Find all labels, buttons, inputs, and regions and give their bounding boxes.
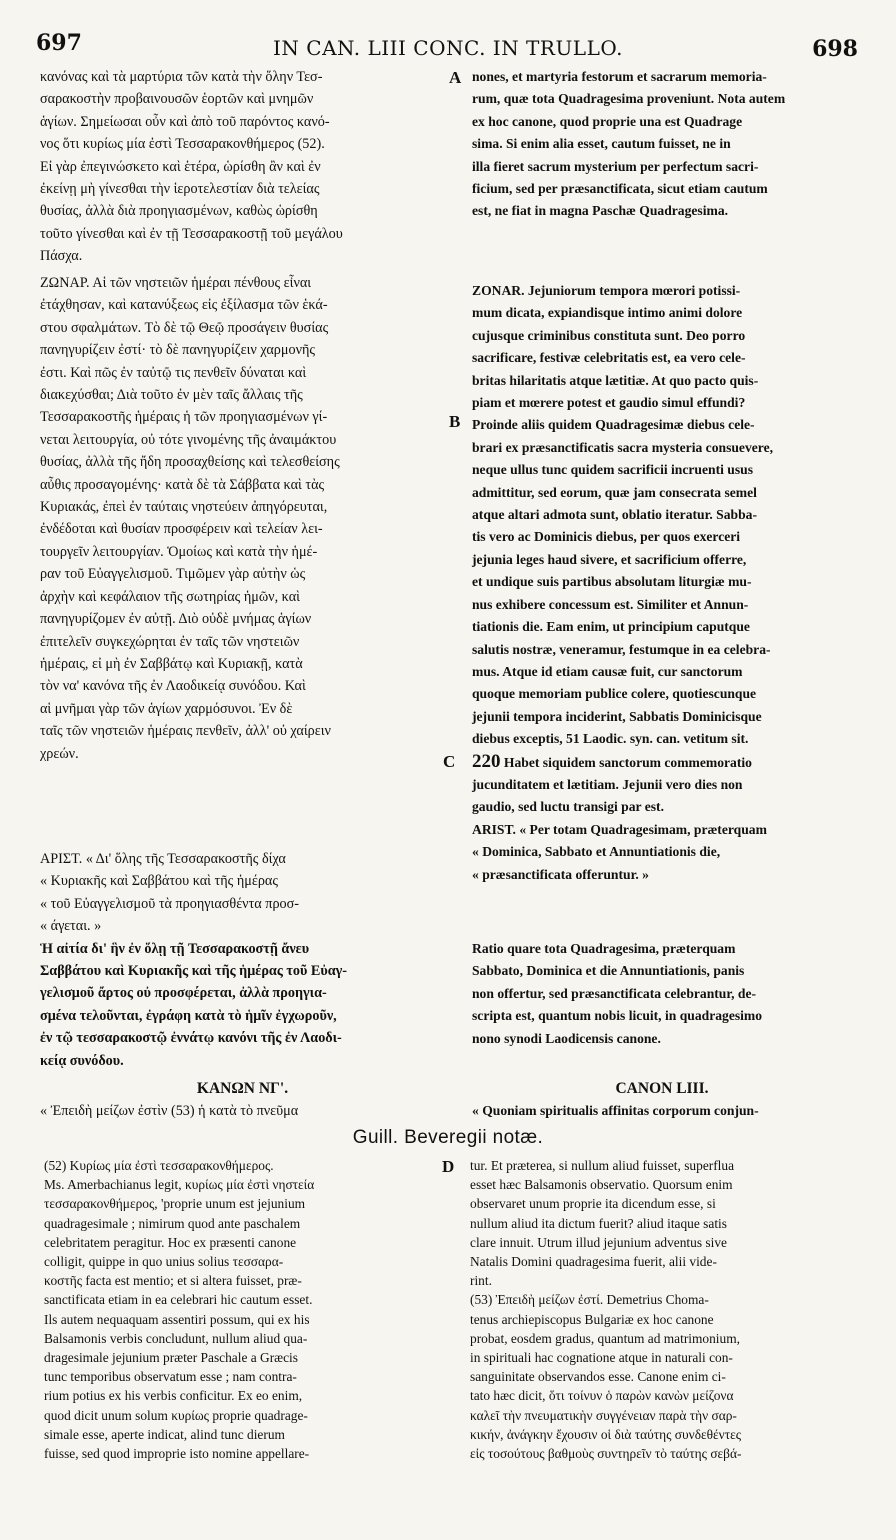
note-line: rium potius ex his verbis conficitur. Ex eo enim,	[44, 1388, 303, 1404]
note-line: fuisse, sed quod improprie isto nomine appellare-	[44, 1446, 310, 1462]
text-line: scripta est, quantum nobis licuit, in quadragesimo	[472, 1008, 763, 1024]
greek-zonar-block	[40, 272, 445, 765]
text-line: nus exhibere concessum est. Similiter et Annun-	[472, 596, 749, 612]
text-line: nones, et martyria festorum et sacrarum memoria-	[472, 69, 767, 84]
notes-left-column	[44, 1156, 439, 1463]
text-line: jucunditatem et lætitiam. Jejunii vero dies non	[472, 776, 743, 792]
column-number: 220	[472, 750, 501, 772]
text-line: νεται λειτουργία, οὐ τότε γινομένης τῆς ἀναιμάκτου	[40, 431, 337, 448]
note-line: sanguinitate observandos esse. Canone enim ci-	[470, 1369, 726, 1385]
note-line: quadragesimale ; nimirum quod ante paschalem	[44, 1215, 301, 1231]
note-line: καλεῖ τὴν πνευματικὴν συγγένειαν παρὰ τὴν σαρ-	[470, 1407, 737, 1423]
text-line: tis vero ac Dominicis diebus, per quos exerceri	[472, 529, 741, 545]
text-line: ARIST. « Per totam Quadragesimam, præterquam	[472, 821, 767, 837]
text-line: « Dominica, Sabbato et Annuntiationis die,	[472, 844, 721, 860]
note-line: (52) Κυρίως μία ἐστὶ τεσσαρακονθήμερος.	[44, 1158, 274, 1173]
text-line: ἐστι. Καὶ πῶς ἐν ταὐτῷ τις πενθεῖν δύναται καὶ	[40, 364, 307, 381]
text-line: ficium, sed per præsanctificata, sicut etiam cautum	[472, 181, 768, 197]
text-line: non offertur, sed præsanctificata celebrantur, de-	[472, 985, 757, 1001]
note-line: Natalis Domini quadragesima fuerit, alii vide-	[470, 1254, 717, 1270]
note-line: in spirituali hac cognatione atque in naturali con-	[470, 1350, 733, 1366]
notes-heading: Guill. Beveregii notæ.	[352, 1127, 544, 1148]
text-line: κανόνας καὶ τὰ μαρτύρια τῶν κατὰ τὴν ὅλην Τεσ-	[40, 69, 323, 85]
greek-canon-block	[40, 1078, 445, 1123]
text-line: θυσίας, ἀλλὰ τῆς ἤδη προσαχθείσης καὶ τελεσθείσης	[40, 454, 340, 471]
text-line: est, ne fiat in magna Paschæ Quadragesima.	[472, 203, 729, 219]
text-line: διακεχύσθαι; Διὰ τοῦτο ἐν μὲν ταῖς ἄλλαις τῆς	[40, 387, 303, 404]
text-line: mus. Atque id etiam causæ fuit, cur sanctorum	[472, 663, 743, 679]
text-line: Σαββάτου καὶ Κυριακῆς καὶ τῆς ἡμέρας τοῦ Εὐαγ-	[40, 963, 348, 980]
text-line: admittitur, sed eorum, quæ jam consecrata semel	[472, 484, 757, 500]
text-line: « Ἐπειδὴ μείζων ἐστὶν (53) ἡ κατὰ τὸ πνεῦμα	[40, 1103, 299, 1120]
note-line: tunc temporibus observatum esse ; nam contra-	[44, 1369, 297, 1385]
text-line: tiationis die. Eam enim, ut principium caputque	[472, 619, 750, 635]
text-line: ἡμέραις, εἰ μὴ ἐν Σαββάτῳ καὶ Κυριακῇ, κατὰ	[40, 655, 303, 672]
text-line: σμένα τελοῦνται, ἐγράφη κατὰ τὸ ἡμῖν ἐγχωροῦν,	[40, 1007, 337, 1024]
text-line: ἀρχὴν καὶ κεφάλαιον τῆς σωτηρίας ἡμῶν, καὶ	[40, 588, 300, 605]
latin-zonar-block	[472, 280, 852, 886]
note-line: celebritatem peragitur. Hoc ex præsenti canone	[44, 1234, 297, 1250]
note-line: nullum aliud ita dictum fuerit? aliud itaque satis	[470, 1215, 727, 1231]
page-number-right: 698	[812, 36, 858, 62]
text-line: piam et mœrere potest et gaudio simul effundi?	[472, 395, 746, 411]
margin-marker-a: A	[449, 68, 462, 87]
text-line: sacrificare, festivæ celebritatis est, ea vero cele-	[472, 350, 746, 366]
canon-heading-greek: ΚΑΝΩΝ ΝΓ'.	[196, 1080, 289, 1097]
note-line: Balsamonis verbis concludunt, nullum aliud qua-	[44, 1330, 308, 1346]
greek-top-block	[40, 66, 445, 268]
text-line: αἱ μνῆμαι γὰρ τῶν ἁγίων χαρμόσυνοι. Ἐν δὲ	[40, 700, 293, 717]
text-line: Proinde aliis quidem Quadragesimæ diebus cele-	[472, 417, 755, 433]
note-line: κικήν, ἀνάγκην ἔχουσιν οἱ διὰ ταύτης συνδεθέντες	[470, 1426, 742, 1442]
text-line: « άγεται. »	[40, 918, 102, 935]
text-line: Ἡ αἰτία δι' ἣν ἐν ὅλῃ τῇ Τεσσαρακοστῇ ἄνευ	[40, 940, 310, 957]
text-line: ἐν τῷ τεσσαρακοστῷ ἐννάτῳ κανόνι τῆς ἐν Λαοδι-	[40, 1030, 342, 1047]
text-line: ἐκείνῃ μὴ γίνεσθαι τὴν ἱεροτελεστίαν διὰ τελείας	[40, 181, 320, 198]
text-line: στου σφαλμάτων. Τὸ δὲ τῷ Θεῷ προσάγειν θυσίας	[40, 319, 329, 336]
note-line: colligit, quippe in quo unius solius τεσσαρα-	[44, 1254, 284, 1270]
text-line: θυσίας, ἀλλὰ διὰ προηγιασμένων, καθὼς ὡρίσθη	[40, 203, 318, 220]
text-line: cujusque criminibus constituta sunt. Deo porro	[472, 327, 746, 343]
text-line: κείᾳ συνόδου.	[40, 1052, 124, 1069]
text-line: jejunia leges haud sivere, et sacrificium offerre,	[472, 551, 747, 567]
text-line: ἐπιτελεῖν συγκεχώρηται ἐν ταῖς τῶν νηστειῶν	[40, 633, 300, 650]
text-line: ZONAR. Jejuniorum tempora mœrori potissi-	[472, 283, 741, 298]
text-line: τοῦτο γίνεσθαι καὶ ἐν τῇ Τεσσαρακοστῇ τοῦ μεγάλου	[40, 225, 343, 242]
text-line: quoque memoriam publice colere, quotiescunque	[472, 686, 757, 702]
text-line: nono synodi Laodicensis canone.	[472, 1030, 661, 1046]
text-line: ἁγίων. Σημείωσαι οὖν καὶ ἀπὸ τοῦ παρόντος κανό-	[40, 113, 330, 130]
text-line: mum dicata, expiandisque intimo animi dolore	[472, 305, 743, 321]
text-line: ἐνδέδοται καὶ θυσίαν προσφέρειν καὶ τελείαν λει-	[40, 521, 323, 538]
text-line: τουργεῖν λειτουργίαν. Ὁμοίως καὶ κατὰ τὴν ἡμέ-	[40, 543, 318, 560]
text-line: Κυριακάς, ἐπεὶ ἐν ταύταις νηστεύειν ἀπηγόρευται,	[40, 499, 328, 516]
text-line: sima. Si enim alia esset, cautum fuisset, ne in	[472, 136, 731, 152]
text-line: Ratio quare tota Quadragesima, præterquam	[472, 941, 736, 956]
note-line: tato hæc dicit, ὅτι τοίνυν ὁ παρὼν κανὼν μείζονα	[470, 1388, 734, 1404]
text-line: ΖΩΝΑΡ. Αἱ τῶν νηστειῶν ἡμέραι πένθους εἶναι	[40, 275, 312, 291]
text-line: ραν τοῦ Εὐαγγελισμοῦ. Τιμῶμεν γὰρ αὐτὴν ὡς	[40, 566, 306, 583]
note-line: observaret unum proprie ita dicendum esse, si	[470, 1196, 716, 1212]
note-line: quod dicit unum solum κυρίως proprie quadrage-	[44, 1407, 308, 1423]
text-line: gaudio, sed luctu transigi par est.	[472, 799, 664, 815]
text-line: χρεών.	[40, 745, 79, 762]
text-line: Πάσχα.	[40, 248, 83, 265]
text-span: Habet siquidem sanctorum commemoratio	[503, 754, 752, 770]
latin-canon-block	[472, 1078, 852, 1123]
canon-heading-latin: CANON LIII.	[615, 1080, 709, 1097]
note-line: sanctificata etiam in ea celebrari hic cautum esset.	[44, 1292, 313, 1308]
text-line: ΑΡΙΣΤ. « Δι' ὅλης τῆς Τεσσαρακοστῆς δίχα	[40, 851, 286, 867]
text-line: « Quoniam spiritualis affinitas corporum conjun-	[472, 1103, 759, 1119]
text-line: atque altari admota sunt, oblatio iteratur. Sabba-	[472, 507, 757, 523]
text-line: Τεσσαρακοστῆς ἡμέραις ἡ τῶν προηγιασμένων γί-	[40, 409, 328, 426]
text-line	[472, 751, 852, 774]
margin-marker-b: B	[449, 412, 461, 431]
latin-top-block	[472, 66, 852, 223]
text-line: « τοῦ Εὐαγγελισμοῦ τὰ προηγιασθέντα προσ-	[40, 895, 299, 912]
note-line: tur. Et præterea, si nullum aliud fuisset, superflua	[470, 1158, 735, 1173]
notes-right-column	[470, 1156, 850, 1463]
text-line: νος ὅτι κυρίως μία ἐστὶ Τεσσαρακονθήμερος (52).	[40, 136, 325, 153]
margin-marker-d: D	[442, 1157, 455, 1176]
text-line: αὖθις προσαγομένης· κατὰ δὲ τὰ Σάββατα καὶ τὰς	[40, 476, 325, 493]
note-line: esset hæc Balsamonis observatio. Quorsum enim	[470, 1177, 733, 1193]
note-line: dragesimale jejunium præter Paschale a Græcis	[44, 1350, 298, 1366]
text-line: πανηγυρίζειν ἐστί· τὸ δὲ πανηγυρίζειν χαρμονῆς	[40, 342, 316, 359]
text-line: jejunii tempora inciderint, Sabbatis Dominicisque	[472, 708, 762, 724]
text-line: diebus exceptis, 51 Laodic. syn. can. vetitum sit.	[472, 731, 749, 747]
note-line: κοστῆς facta est mentio; et si altera fuisset, præ-	[44, 1273, 302, 1289]
text-line: τὸν να' κανόνα τῆς ἐν Λαοδικείᾳ συνόδου. Καὶ	[40, 678, 306, 695]
text-line: σαρακοστὴν προβαινουσῶν ἑορτῶν καὶ μνημῶν	[40, 91, 314, 108]
text-line: britas hilaritatis atque lætitiæ. At quo pacto quis-	[472, 372, 759, 388]
text-line: Sabbato, Dominica et die Annuntiationis, panis	[472, 963, 745, 979]
note-line: Ils autem nequaquam assentiri possum, qui ex his	[44, 1311, 310, 1327]
text-line: neque ullus tunc quidem sacrificii incruenti usus	[472, 462, 753, 478]
note-line: probat, eosdem gradus, quantum ad matrimonium,	[470, 1330, 740, 1346]
text-line: ταῖς τῶν νηστειῶν ἡμέραις πενθεῖν, ἀλλ' οὐ χαίρειν	[40, 723, 331, 740]
note-line: tenus archiepiscopus Bulgariæ ex hoc canone	[470, 1311, 714, 1327]
text-line: illa fieret sacrum mysterium per perfectum sacri-	[472, 158, 759, 174]
latin-ratio-block	[472, 938, 852, 1050]
note-line: rint.	[470, 1273, 492, 1289]
text-line: Εἰ γὰρ ἐπεγινώσκετο καὶ ἑτέρα, ὡρίσθη ἂν καὶ ἐν	[40, 158, 321, 175]
text-line: « Κυριακῆς καὶ Σαββάτου καὶ τῆς ἡμέρας	[40, 873, 278, 890]
text-line: salutis nostræ, veneramur, festumque in ea celebra-	[472, 641, 771, 657]
text-line: ex hoc canone, quod proprie una est Quadrage	[472, 113, 743, 129]
note-line: τεσσαρακονθήμερος, 'proprie unum est jejunium	[44, 1196, 306, 1212]
text-line: et undique suis partibus absolutam liturgiæ mu-	[472, 574, 752, 590]
note-line: Ms. Amerbachianus legit, κυρίως μία ἐστὶ νηστεία	[44, 1177, 315, 1193]
note-line: clare innuit. Utrum illud jejunium adventus sive	[470, 1234, 727, 1250]
text-line: « præsanctificata offeruntur. »	[472, 866, 649, 882]
margin-marker-c: C	[443, 752, 456, 771]
note-line: εἰς τοσούτους βαθμοὺς συντηρεῖν τὸ ταύτης σεβά-	[470, 1446, 742, 1462]
text-line: γελισμοῦ ἄρτος οὐ προσφέρεται, ἀλλὰ προηγια-	[40, 985, 327, 1002]
running-title: IN CAN. LIII CONC. IN TRULLO.	[273, 36, 623, 60]
note-line: (53) Ἐπειδὴ μείζων ἐστί. Demetrius Choma-	[470, 1292, 709, 1308]
page-number-left: 697	[36, 30, 82, 56]
text-line: ἐτάχθησαν, καὶ κατανύξεως εἰς ἐξίλασμα τῶν ἑκά-	[40, 297, 328, 314]
note-line: simale esse, aperte indicat, alind tunc dierum	[44, 1426, 285, 1442]
greek-arist-block	[40, 848, 445, 1072]
text-line: brari ex præsanctificatis sacra mysteria consuevere,	[472, 439, 774, 455]
text-line: πανηγυρίζομεν ἐν αὐτῇ. Διὸ οὐδὲ μνήμας ἁγίων	[40, 611, 312, 628]
text-line: rum, quæ tota Quadragesima proveniunt. Nota autem	[472, 91, 786, 107]
